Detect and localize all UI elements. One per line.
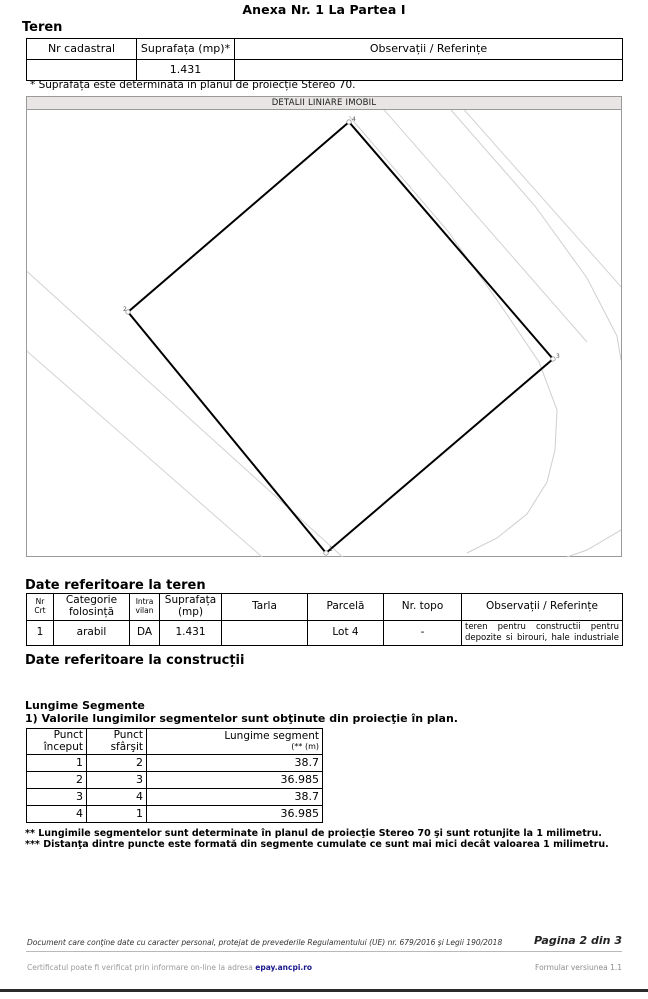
- col-punct-inceput-line2: început: [43, 740, 83, 753]
- footer-divider: [26, 951, 622, 952]
- col-lungime-line1: Lungime segment: [224, 730, 319, 743]
- page-bottom-edge: [0, 989, 648, 992]
- cell-punct-sfarsit: 4: [87, 789, 147, 806]
- col-categorie-line2: folosință: [68, 605, 115, 618]
- col-tarla: Tarla: [222, 594, 308, 621]
- cell-nr-topo: -: [384, 620, 462, 645]
- cell-intravilan: DA: [130, 620, 160, 645]
- col-punct-sfarsit-line2: sfârşit: [110, 740, 143, 753]
- table-row: [27, 772, 323, 789]
- col-nr-crt-line1: Nr: [35, 597, 45, 607]
- col-nr-topo: Nr. topo: [384, 594, 462, 621]
- date-teren-table: [26, 593, 623, 646]
- teren-footnote: * Suprafața este determinată in planul de proiecție Stereo 70.: [30, 79, 356, 91]
- table-row: [27, 806, 323, 823]
- vertex-label-1: 1: [329, 546, 333, 553]
- footer-online-note-text: Certificatul poate fi verificat prin informare on-line la adresa: [27, 963, 256, 972]
- section-heading-date-teren: Date referitoare la teren: [25, 578, 206, 593]
- cell-observatii: [235, 60, 623, 81]
- section-heading-teren: Teren: [22, 20, 63, 35]
- col-intravilan-line2: vilan: [135, 605, 154, 615]
- vertex-label-3: 3: [556, 353, 560, 360]
- cell-punct-sfarsit: 3: [87, 772, 147, 789]
- page-title: Anexa Nr. 1 La Partea I: [242, 2, 406, 17]
- cell-nr-crt: 1: [27, 620, 54, 645]
- cell-lungime: 38.7: [147, 755, 323, 772]
- lungime-segmente-table: [26, 728, 323, 823]
- cell-punct-inceput: 2: [27, 772, 87, 789]
- table-row: [27, 789, 323, 806]
- col-observatii: Observații / Referințe: [462, 594, 623, 621]
- vertex-markers: [126, 120, 555, 555]
- cell-lungime: 36.985: [147, 772, 323, 789]
- col-suprafata: Suprafața (mp)*: [137, 39, 235, 60]
- col-parcela: Parcelă: [308, 594, 384, 621]
- section-heading-date-constructii: Date referitoare la construcții: [25, 653, 245, 668]
- col-suprafata-line2: (mp): [177, 605, 204, 618]
- col-categorie-folosinta: [54, 594, 130, 621]
- map-panel: [26, 96, 622, 557]
- cell-categorie: arabil: [54, 620, 130, 645]
- table-header-row: [27, 729, 323, 755]
- map-canvas: [27, 110, 621, 557]
- col-observatii: Observații / Referințe: [235, 39, 623, 60]
- col-suprafata-line1: Suprafața: [164, 594, 217, 606]
- cell-parcela: Lot 4: [308, 620, 384, 645]
- col-lungime-segment: [147, 729, 323, 755]
- col-lungime-line2: (** (m): [291, 741, 319, 751]
- cadastral-plan-drawing: [27, 110, 621, 557]
- cell-observatii-line1: teren pentru constructii pentru: [465, 621, 619, 632]
- table-row: [27, 60, 623, 81]
- cell-tarla: [222, 620, 308, 645]
- epay-link[interactable]: epay.ancpi.ro: [255, 963, 313, 972]
- parcel-outline: [128, 122, 553, 553]
- cell-punct-sfarsit: 1: [87, 806, 147, 823]
- cell-lungime: 38.7: [147, 789, 323, 806]
- cell-observatii: [462, 620, 623, 645]
- cell-suprafata: 1.431: [160, 620, 222, 645]
- table-header-row: [27, 39, 623, 60]
- cell-suprafata: 1.431: [137, 60, 235, 81]
- footer-privacy-note: Document care conţine date cu caracter personal, protejat de prevederile Regulamentului (UE) nr. 679/2016 şi Legii 190/2018: [27, 938, 503, 947]
- cell-lungime: 36.985: [147, 806, 323, 823]
- vertex-label-2: 2: [123, 306, 127, 313]
- table-row: [27, 755, 323, 772]
- cell-punct-inceput: 4: [27, 806, 87, 823]
- footer-page-number: Pagina 2 din 3: [534, 934, 622, 947]
- cell-punct-inceput: 3: [27, 789, 87, 806]
- table-header-row: [27, 594, 623, 621]
- col-punct-sfarsit-line1: Punct: [113, 729, 143, 741]
- teren-table: [26, 38, 623, 81]
- col-punct-inceput: [27, 729, 87, 755]
- footnote-distanta: *** Distanţa dintre puncte este formată din segmente cumulate ce sunt mai mici decât valoarea 1 milimetru.: [25, 839, 609, 850]
- lungime-segmente-heading: Lungime Segmente: [25, 699, 145, 712]
- col-nr-cadastral: Nr cadastral: [27, 39, 137, 60]
- cell-punct-inceput: 1: [27, 755, 87, 772]
- vertex-label-4: 4: [352, 116, 356, 123]
- footer-online-note: [27, 963, 312, 972]
- lungime-segmente-note: 1) Valorile lungimilor segmentelor sunt obţinute din proiecţie în plan.: [25, 712, 458, 725]
- footnote-lungimi: ** Lungimile segmentelor sunt determinate în planul de proiecţie Stereo 70 şi sunt rotunjite la 1 milimetru.: [25, 828, 602, 839]
- map-panel-title: DETALII LINIARE IMOBIL: [27, 97, 621, 110]
- col-nr-crt: [27, 594, 54, 621]
- col-intravilan-line1: Intra: [135, 597, 154, 607]
- cell-punct-sfarsit: 2: [87, 755, 147, 772]
- col-suprafata: [160, 594, 222, 621]
- cell-observatii-line2: depozite si birouri, hale industriale: [465, 632, 619, 643]
- footer-form-version: Formular versiunea 1.1: [535, 963, 622, 972]
- col-punct-inceput-line1: Punct: [53, 729, 83, 741]
- col-nr-crt-line2: Crt: [34, 605, 46, 615]
- col-intravilan: [130, 594, 160, 621]
- cell-nr-cadastral: [27, 60, 137, 81]
- col-categorie-line1: Categorie: [65, 594, 118, 606]
- table-row: [27, 620, 623, 645]
- col-punct-sfarsit: [87, 729, 147, 755]
